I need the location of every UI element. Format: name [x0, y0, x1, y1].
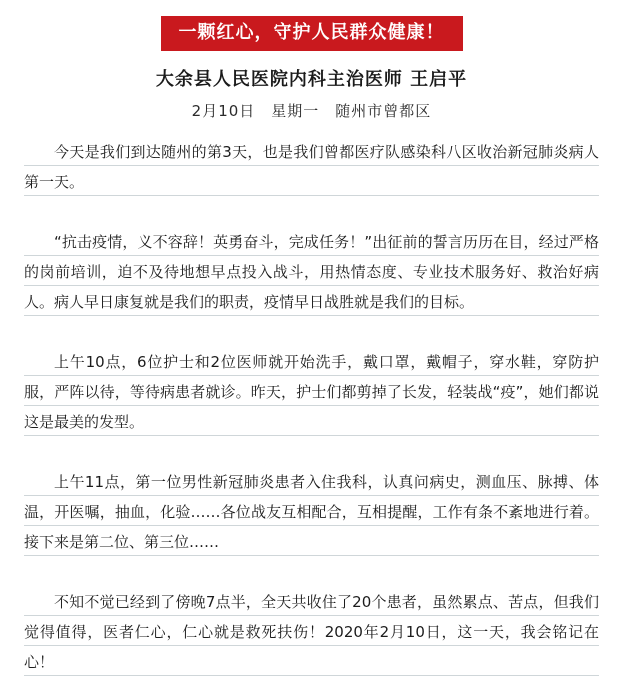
paragraph: 今天是我们到达随州的第3天，也是我们曾都医疗队感染科八区收治新冠肺炎病人第一天。 — [24, 137, 599, 197]
page-title: 大余县人民医院内科主治医师 王启平 — [155, 68, 468, 90]
paragraph: 不知不觉已经到了傍晚7点半，全天共收住了20个患者，虽然累点、苦点，但我们觉得值得，医者仁心，仁心就是救死扶伤！2020年2月10日，这一天，我会铭记在心！ — [24, 587, 599, 677]
banner-container — [0, 0, 623, 51]
subtitle-container — [0, 91, 623, 122]
paragraph: 上午10点，6位护士和2位医师就开始洗手，戴口罩，戴帽子，穿水鞋，穿防护服，严阵以待，等待病患者就诊。昨天，护士们都剪掉了长发，轻装战“疫”，她们都说这是最美的发型。 — [24, 347, 599, 437]
paragraph: 上午11点，第一位男性新冠肺炎患者入住我科，认真问病史，测血压、脉搏、体温，开医嘱，抽血，化验……各位战友互相配合，互相提醒，工作有条不紊地进行着。接下来是第二位、第三位…… — [24, 467, 599, 557]
paragraph: “抗击疫情，义不容辞！英勇奋斗，完成任务！”出征前的誓言历历在目，经过严格的岗前培训，迫不及待地想早点投入战斗，用热情态度、专业技术服务好、救治好病人。病人早日康复就是我们的职责，疫情早日战胜就是我们的目标。 — [24, 227, 599, 317]
title-container — [0, 51, 623, 91]
dateline: 2月10日 星期一 随州市曾都区 — [191, 101, 432, 120]
article-body — [0, 121, 623, 677]
headline-banner: 一颗红心，守护人民群众健康！ — [161, 16, 463, 51]
